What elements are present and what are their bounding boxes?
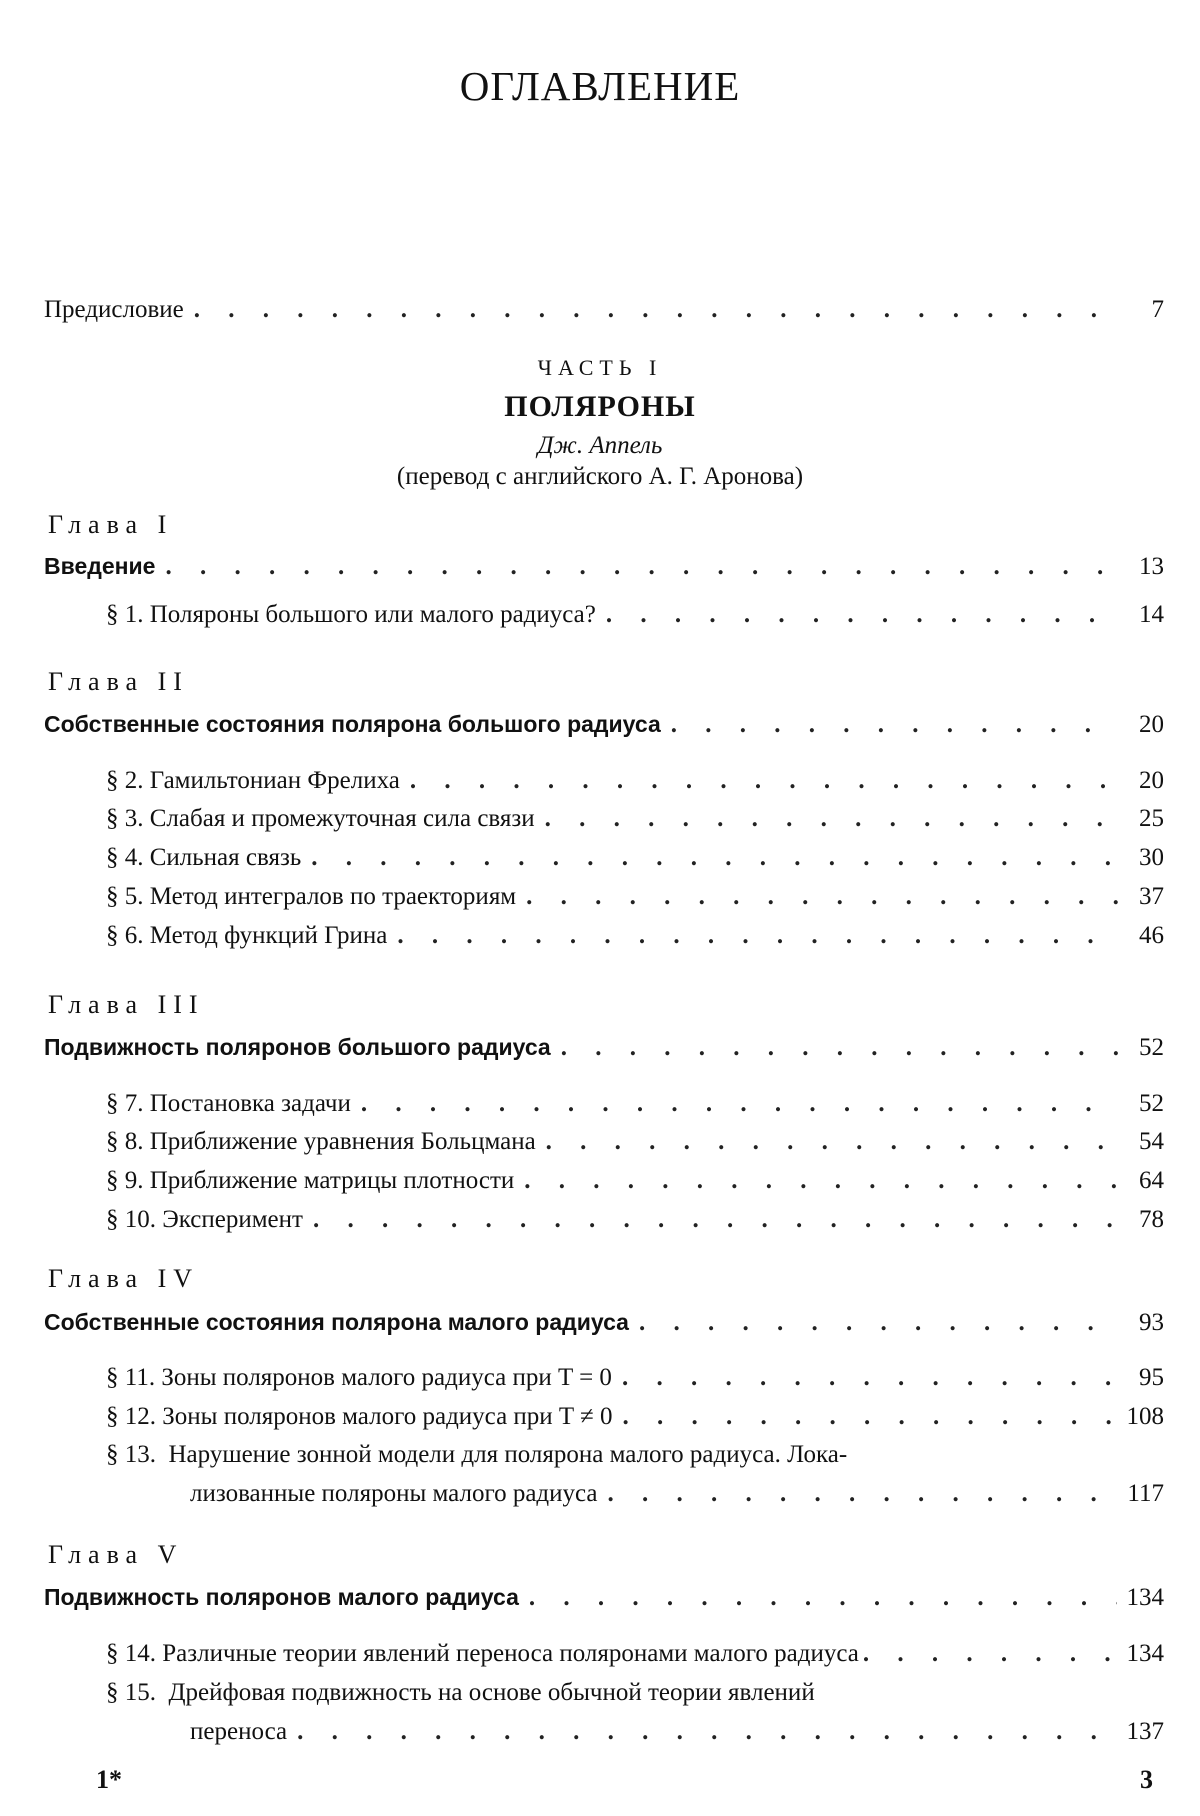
section-row: [106, 767, 1164, 795]
page-ref: 95: [1139, 1364, 1164, 1391]
chapter-title-row: [44, 1034, 1164, 1062]
page-number: 3: [1140, 1765, 1153, 1794]
section-title: Нарушение зонной модели для полярона малого радиуса. Лока-: [168, 1441, 848, 1468]
dot-leader: [561, 1034, 1120, 1062]
page-ref: 64: [1139, 1167, 1164, 1194]
signature-mark: 1*: [96, 1765, 122, 1794]
section-number: § 14.: [106, 1640, 156, 1667]
dot-leader: [671, 711, 1120, 739]
entry-label: Предисловие: [44, 296, 184, 323]
section-title: Сильная связь: [149, 844, 302, 871]
dot-leader: [606, 601, 1120, 629]
section-row: [106, 1403, 1164, 1431]
section-row: [106, 922, 1164, 950]
section-title-continued: переноса: [190, 1718, 288, 1745]
dot-leader: [397, 922, 1120, 950]
page-ref: 54: [1139, 1128, 1164, 1155]
section-row-first-line: [106, 1679, 815, 1707]
dot-leader: [311, 844, 1120, 872]
page-ref: 134: [1126, 1640, 1164, 1667]
section-number: § 11.: [106, 1364, 156, 1391]
section-number: § 9.: [106, 1167, 144, 1194]
page-ref: 30: [1139, 844, 1164, 871]
section-title-continued: лизованные поляроны малого радиуса: [190, 1480, 598, 1507]
section-number: § 12.: [106, 1403, 156, 1430]
dot-leader: [622, 1403, 1116, 1431]
chapter-title: Собственные состояния полярона малого радиуса: [44, 1309, 629, 1335]
part-author: Дж. Аппель: [537, 432, 663, 459]
section-number: § 4.: [106, 844, 144, 871]
section-title: Гамильтониан Фрелиха: [149, 767, 400, 794]
section-row: [106, 883, 1164, 911]
section-row: [106, 1167, 1164, 1195]
page-ref: 117: [1127, 1480, 1164, 1507]
page-ref: 52: [1139, 1034, 1164, 1061]
dot-leader: [529, 1584, 1117, 1612]
section-number: § 10.: [106, 1206, 156, 1233]
section-number: § 5.: [106, 883, 144, 910]
page-ref: 52: [1139, 1090, 1164, 1117]
page-ref: 78: [1139, 1206, 1164, 1233]
section-title: Метод интегралов по траекториям: [149, 883, 517, 910]
dot-leader: [524, 1167, 1120, 1195]
section-title: Приближение матрицы плотности: [149, 1167, 515, 1194]
chapter-label: Глава II: [48, 667, 189, 696]
chapter-title: Подвижность поляронов малого радиуса: [44, 1584, 519, 1610]
section-row: [106, 805, 1164, 833]
dot-leader: [194, 296, 1120, 324]
section-title: Дрейфовая подвижность на основе обычной теории явлений: [168, 1679, 815, 1706]
page-ref: 7: [1151, 296, 1164, 323]
page-ref: 134: [1126, 1584, 1164, 1611]
dot-leader: [863, 1640, 1123, 1668]
page-ref: 20: [1139, 767, 1164, 794]
section-number: § 6.: [106, 922, 144, 949]
page-ref: 37: [1139, 883, 1164, 910]
part-label: ЧАСТЬ I: [537, 355, 663, 380]
chapter-title: Введение: [44, 553, 156, 579]
section-title: Метод функций Грина: [149, 922, 388, 949]
section-title: Приближение уравнения Больцмана: [149, 1128, 536, 1155]
toc-entry-preface: [44, 296, 1164, 324]
page-ref: 137: [1126, 1718, 1164, 1745]
section-number: § 7.: [106, 1090, 144, 1117]
dot-leader: [639, 1309, 1120, 1337]
section-row: [106, 1640, 1164, 1668]
dot-leader: [165, 553, 1120, 581]
section-row-first-line: [106, 1441, 847, 1469]
part-title: ПОЛЯРОНЫ: [504, 390, 696, 423]
dot-leader: [410, 767, 1120, 795]
section-number: § 2.: [106, 767, 144, 794]
section-number: § 15.: [106, 1679, 156, 1706]
section-number: § 1.: [106, 601, 144, 628]
section-title: Постановка задачи: [149, 1090, 351, 1117]
section-number: § 8.: [106, 1128, 144, 1155]
section-row: [106, 1206, 1164, 1234]
page-ref: 14: [1139, 601, 1164, 628]
chapter-label: Глава V: [48, 1540, 184, 1569]
chapter-title: Собственные состояния полярона большого радиуса: [44, 711, 661, 737]
section-row: [106, 1090, 1164, 1118]
dot-leader: [545, 805, 1120, 833]
section-title: Различные теории явлений переноса поляронами малого радиуса: [162, 1640, 859, 1667]
page-ref: 108: [1126, 1403, 1164, 1430]
chapter-label: Глава III: [48, 990, 205, 1019]
chapter-title-row: [44, 711, 1164, 739]
chapter-title-row: [44, 553, 1164, 581]
section-number: § 13.: [106, 1441, 156, 1468]
dot-leader: [608, 1480, 1118, 1508]
chapter-title-row: [44, 1309, 1164, 1337]
section-row: [106, 1364, 1164, 1392]
page-title: ОГЛАВЛЕНИЕ: [459, 63, 741, 109]
section-title: Поляроны большого или малого радиуса?: [149, 601, 596, 628]
dot-leader: [546, 1128, 1120, 1156]
page-ref: 20: [1139, 711, 1164, 738]
section-title: Слабая и промежуточная сила связи: [149, 805, 535, 832]
section-number: § 3.: [106, 805, 144, 832]
chapter-label: Глава IV: [48, 1264, 199, 1293]
dot-leader: [297, 1718, 1116, 1746]
dot-leader: [313, 1206, 1120, 1234]
section-row: [106, 844, 1164, 872]
section-title: Зоны поляронов малого радиуса при T ≠ 0: [162, 1403, 613, 1430]
page-ref: 13: [1139, 553, 1164, 580]
chapter-title: Подвижность поляронов большого радиуса: [44, 1034, 551, 1060]
section-title: Зоны поляронов малого радиуса при T = 0: [161, 1364, 612, 1391]
dot-leader: [622, 1364, 1120, 1392]
chapter-title-row: [44, 1584, 1164, 1612]
section-title: Эксперимент: [162, 1206, 303, 1233]
page-ref: 46: [1139, 922, 1164, 949]
page-ref: 93: [1139, 1309, 1164, 1336]
dot-leader: [361, 1090, 1120, 1118]
dot-leader: [526, 883, 1120, 911]
section-row-continuation: [190, 1718, 1164, 1746]
section-row-continuation: [190, 1480, 1164, 1508]
chapter-label: Глава I: [48, 510, 174, 539]
section-row: [106, 601, 1164, 629]
page-ref: 25: [1139, 805, 1164, 832]
part-translator: (перевод с английского А. Г. Аронова): [396, 463, 804, 490]
section-row: [106, 1128, 1164, 1156]
